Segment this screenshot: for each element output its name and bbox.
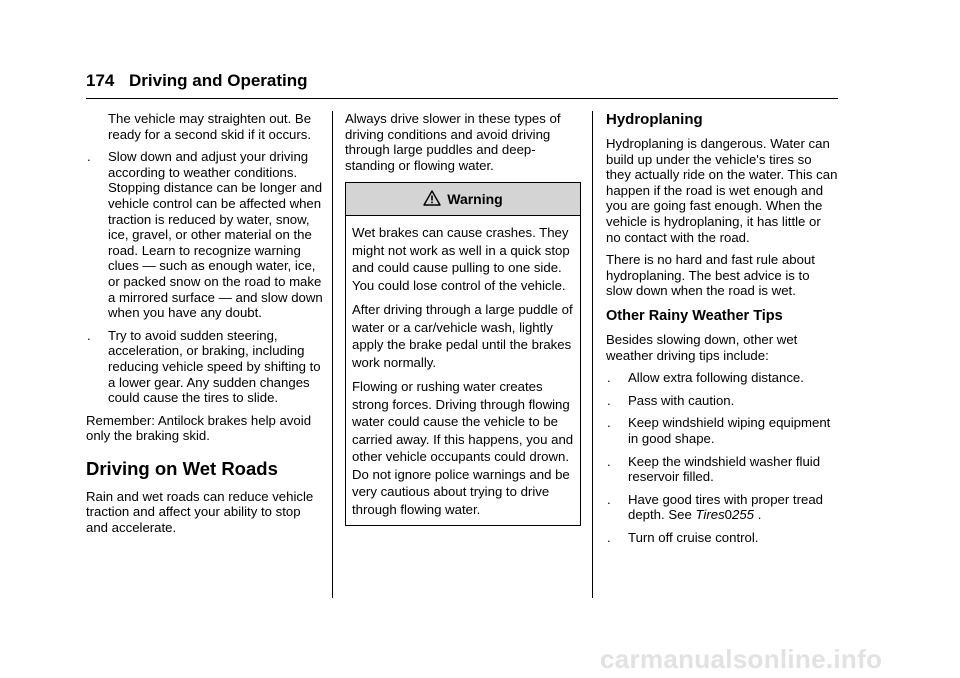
warning-icon xyxy=(423,190,441,210)
column-3 xyxy=(606,111,838,552)
bullet-marker: . xyxy=(607,491,611,507)
list-item-text: Turn off cruise control. xyxy=(628,529,759,545)
bullet-marker: . xyxy=(607,370,611,386)
list-item xyxy=(606,530,838,546)
wet-roads-intro: Rain and wet roads can reduce vehicle traction and affect your ability to stop and accelerate. xyxy=(86,488,314,536)
warning-title: Warning xyxy=(447,190,503,207)
list-item xyxy=(606,370,838,386)
tips-intro: Besides slowing down, other wet weather driving tips include: xyxy=(606,331,798,363)
list-item-text: Try to avoid sudden steering, acceleration, or braking, including reducing vehicle speed by shifting to a lower gear. Any sudden changes could cause the tires to slide. xyxy=(108,327,321,406)
bullet-marker: . xyxy=(607,415,611,431)
column-2 xyxy=(345,111,581,526)
column-1 xyxy=(86,111,324,543)
tires-page-number[interactable]: 255 xyxy=(732,507,755,523)
list-item xyxy=(86,328,324,406)
list-item-text: Have good tires with proper tread depth. See xyxy=(628,491,823,523)
warning-box xyxy=(345,182,581,526)
heading-hydroplaning: Hydroplaning xyxy=(606,111,703,128)
list-item-text: Allow extra following distance. xyxy=(628,370,804,386)
warning-body xyxy=(346,216,580,518)
remember-text: Remember: Antilock brakes help avoid only the braking skid. xyxy=(86,412,312,444)
list-item xyxy=(606,492,838,523)
drive-slower-text: Always drive slower in these types of driving conditions and avoid driving through large puddles and deep-standing or flowing water. xyxy=(345,111,561,173)
list-item-suffix: . xyxy=(754,507,762,523)
column-divider-left xyxy=(332,111,333,598)
bullet-marker: . xyxy=(87,149,91,165)
bullet-marker: . xyxy=(607,529,611,545)
list-item xyxy=(606,393,838,409)
section-title: Driving and Operating xyxy=(129,71,308,90)
header-rule xyxy=(86,98,838,99)
continued-text: The vehicle may straighten out. Be ready for a second skid if it occurs. xyxy=(108,111,312,142)
list-item-text: Keep windshield wiping equipment in good shape. xyxy=(628,415,831,446)
list-item-text: Slow down and adjust your driving according to weather conditions. Stopping distance can be longer and vehicle control can be affected when traction is reduced by water, snow, ice, gravel, or other material on the road. Learn to recognize warning clues — such as enough water, ice, or packed snow on the road to make a mirrored surface — and slow down when you have any doubt. xyxy=(108,149,323,321)
list-item-text: Pass with caution. xyxy=(628,392,735,408)
list-item xyxy=(606,454,838,485)
hydroplaning-paragraph: Hydroplaning is dangerous. Water can build up under the vehicle's tires so they actually ride on the water. This can happen if the road is wet enough and you are going fast enough. When the vehicle is hydroplaning, it has little or no contact with the road. xyxy=(606,136,838,245)
heading-wet-roads: Driving on Wet Roads xyxy=(86,457,278,479)
page-ref-arrow: 0 xyxy=(724,507,733,523)
warning-paragraph: Wet brakes can cause crashes. They might not work as well in a quick stop and could cause pulling to one side. You could lose control of the vehicle. xyxy=(352,225,570,293)
page-header xyxy=(86,71,838,97)
page-number: 174 xyxy=(86,71,115,90)
heading-rainy-tips: Other Rainy Weather Tips xyxy=(606,307,783,324)
bullet-marker: . xyxy=(607,453,611,469)
warning-paragraph: Flowing or rushing water creates strong forces. Driving through flowing water could cause the vehicle to be carried away. If this happens, you and other vehicle occupants could drown. Do not ignore police warnings and be very cautious about trying to drive through flowing water. xyxy=(352,379,574,517)
bullet-marker: . xyxy=(87,327,91,343)
tires-reference-link[interactable]: Tires xyxy=(695,507,725,523)
warning-paragraph: After driving through a large puddle of water or a car/vehicle wash, lightly apply the brake pedal until the brakes work normally. xyxy=(352,302,573,370)
list-item xyxy=(606,415,838,446)
list-item-text: Keep the windshield washer fluid reservoir filled. xyxy=(628,453,821,485)
bullet-marker: . xyxy=(607,392,611,408)
watermark: carmanualsonline.info xyxy=(600,644,883,674)
column-divider-right xyxy=(592,111,593,598)
list-item xyxy=(86,149,324,321)
warning-header xyxy=(346,183,580,216)
hydroplaning-paragraph: There is no hard and fast rule about hydroplaning. The best advice is to slow down when the road is wet. xyxy=(606,252,815,299)
